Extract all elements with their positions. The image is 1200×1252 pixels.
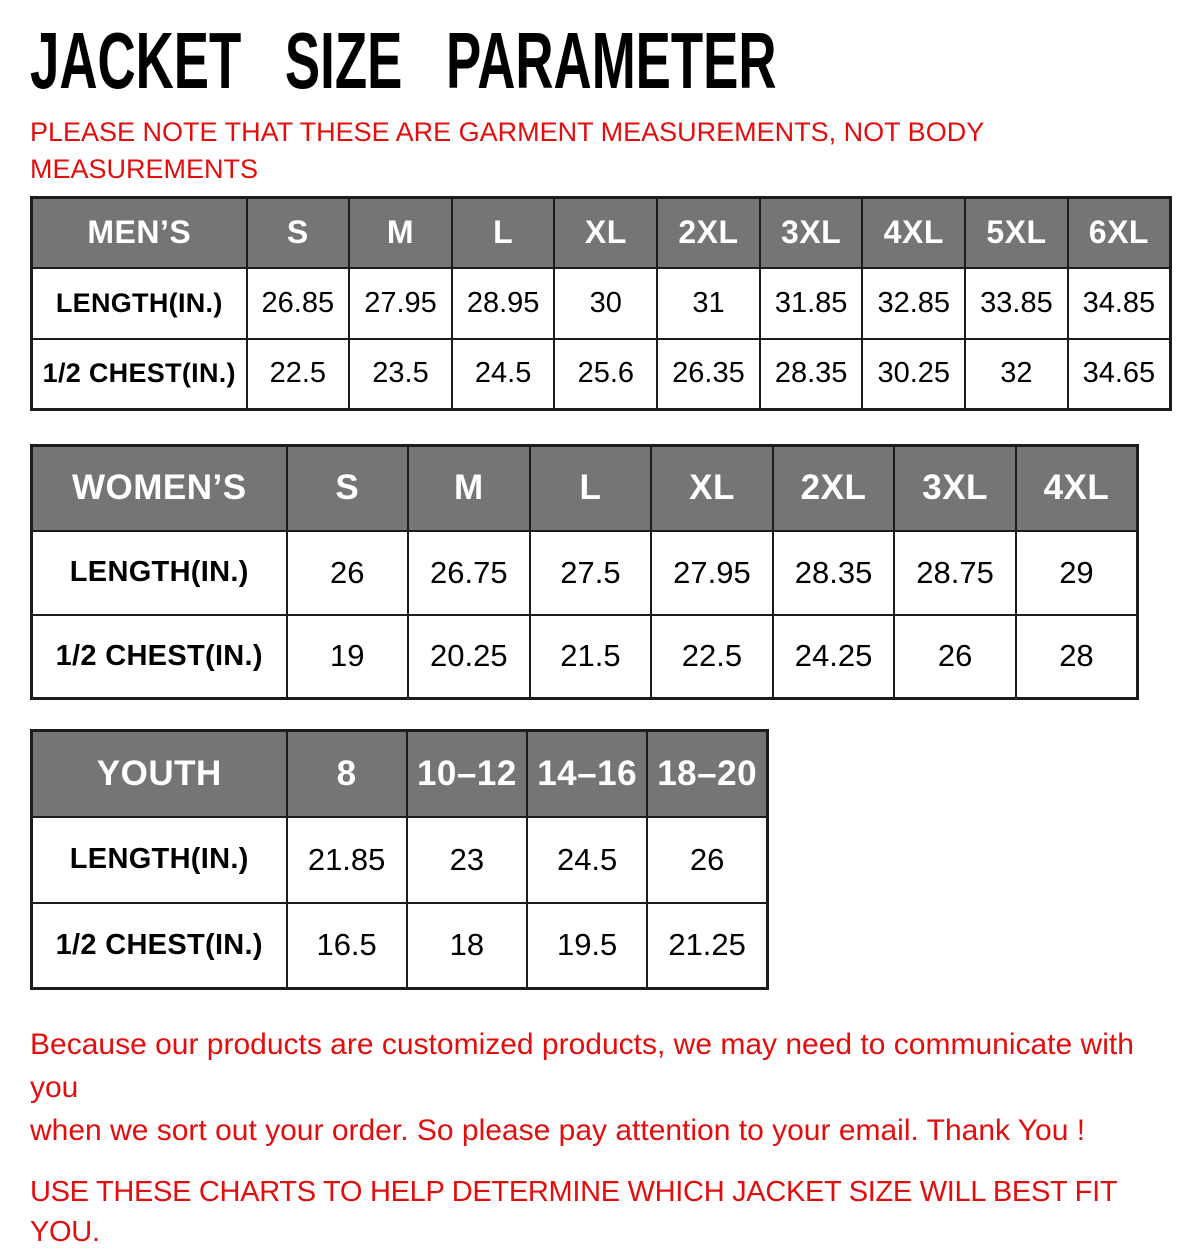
page-title <box>30 0 1172 105</box>
size-value-cell: 26 <box>894 615 1016 699</box>
size-value-cell: 28 <box>1016 615 1138 699</box>
customization-notice-line-2: when we sort out your order. So please pay attention to your email. Thank You ! <box>30 1114 1086 1147</box>
size-value-cell: 31 <box>657 268 760 339</box>
womens-table-title: WOMEN’S <box>32 446 287 531</box>
size-value-cell: 29 <box>1016 531 1138 615</box>
size-value-cell: 28.35 <box>773 531 895 615</box>
size-column-header: 18–20 <box>647 731 767 817</box>
size-column-header: 14–16 <box>527 731 647 817</box>
size-value-cell: 19.5 <box>527 903 647 989</box>
size-column-header: 2XL <box>773 446 895 531</box>
row-label: LENGTH(IN.) <box>32 268 247 339</box>
size-column-header: 2XL <box>657 198 760 268</box>
size-value-cell: 24.5 <box>452 339 555 410</box>
womens-size-table <box>30 444 1139 700</box>
size-value-cell: 28.75 <box>894 531 1016 615</box>
womens-chest-row <box>32 615 1138 699</box>
size-column-header: M <box>408 446 530 531</box>
size-column-header: 6XL <box>1068 198 1171 268</box>
size-column-header: S <box>287 446 409 531</box>
size-column-header: 8 <box>287 731 407 817</box>
size-value-cell: 16.5 <box>287 903 407 989</box>
size-value-cell: 34.65 <box>1068 339 1171 410</box>
size-column-header: S <box>247 198 350 268</box>
womens-header-row <box>32 446 1138 531</box>
size-value-cell: 24.5 <box>527 817 647 903</box>
size-value-cell: 26 <box>647 817 767 903</box>
youth-length-row <box>32 817 768 903</box>
mens-size-table <box>30 196 1172 411</box>
page-title-text: JACKET SIZE PARAMETER <box>30 16 777 105</box>
size-value-cell: 20.25 <box>408 615 530 699</box>
size-column-header: M <box>349 198 452 268</box>
row-label: LENGTH(IN.) <box>32 531 287 615</box>
note-line-2: MEASUREMENTS <box>30 154 259 184</box>
size-column-header: 3XL <box>760 198 863 268</box>
size-column-header: XL <box>651 446 773 531</box>
row-label: LENGTH(IN.) <box>32 817 287 903</box>
customization-notice <box>30 1023 1172 1152</box>
row-label: 1/2 CHEST(IN.) <box>32 339 247 410</box>
youth-chest-row <box>32 903 768 989</box>
size-value-cell: 32.85 <box>862 268 965 339</box>
size-value-cell: 30.25 <box>862 339 965 410</box>
garment-measurement-note <box>30 114 1172 188</box>
size-column-header: 3XL <box>894 446 1016 531</box>
size-value-cell: 27.5 <box>530 531 652 615</box>
size-value-cell: 21.85 <box>287 817 407 903</box>
size-value-cell: 21.5 <box>530 615 652 699</box>
mens-chest-row <box>32 339 1171 410</box>
size-value-cell: 22.5 <box>651 615 773 699</box>
mens-length-row <box>32 268 1171 339</box>
size-value-cell: 22.5 <box>247 339 350 410</box>
note-line-1: PLEASE NOTE THAT THESE ARE GARMENT MEASUREMENTS, NOT BODY <box>30 117 985 147</box>
size-value-cell: 27.95 <box>651 531 773 615</box>
size-value-cell: 28.35 <box>760 339 863 410</box>
youth-size-table <box>30 729 769 990</box>
size-value-cell: 34.85 <box>1068 268 1171 339</box>
mens-header-row <box>32 198 1171 268</box>
size-column-header: 10–12 <box>407 731 527 817</box>
size-value-cell: 24.25 <box>773 615 895 699</box>
mens-table-title: MEN’S <box>32 198 247 268</box>
size-value-cell: 27.95 <box>349 268 452 339</box>
size-value-cell: 32 <box>965 339 1068 410</box>
size-value-cell: 26.85 <box>247 268 350 339</box>
size-column-header: 5XL <box>965 198 1068 268</box>
size-column-header: 4XL <box>1016 446 1138 531</box>
youth-table-title: YOUTH <box>32 731 287 817</box>
size-value-cell: 31.85 <box>760 268 863 339</box>
size-value-cell: 30 <box>554 268 657 339</box>
size-column-header: XL <box>554 198 657 268</box>
row-label: 1/2 CHEST(IN.) <box>32 615 287 699</box>
womens-length-row <box>32 531 1138 615</box>
size-column-header: L <box>530 446 652 531</box>
size-column-header: L <box>452 198 555 268</box>
row-label: 1/2 CHEST(IN.) <box>32 903 287 989</box>
size-value-cell: 26 <box>287 531 409 615</box>
size-column-header: 4XL <box>862 198 965 268</box>
size-value-cell: 19 <box>287 615 409 699</box>
size-value-cell: 23 <box>407 817 527 903</box>
customization-notice-line-1: Because our products are customized products, we may need to communicate with you <box>30 1028 1134 1104</box>
youth-header-row <box>32 731 768 817</box>
size-value-cell: 21.25 <box>647 903 767 989</box>
chart-usage-note: USE THESE CHARTS TO HELP DETERMINE WHICH JACKET SIZE WILL BEST FIT YOU. <box>30 1176 1117 1248</box>
size-value-cell: 28.95 <box>452 268 555 339</box>
size-value-cell: 23.5 <box>349 339 452 410</box>
size-value-cell: 18 <box>407 903 527 989</box>
size-value-cell: 25.6 <box>554 339 657 410</box>
size-value-cell: 33.85 <box>965 268 1068 339</box>
size-value-cell: 26.35 <box>657 339 760 410</box>
size-value-cell: 26.75 <box>408 531 530 615</box>
